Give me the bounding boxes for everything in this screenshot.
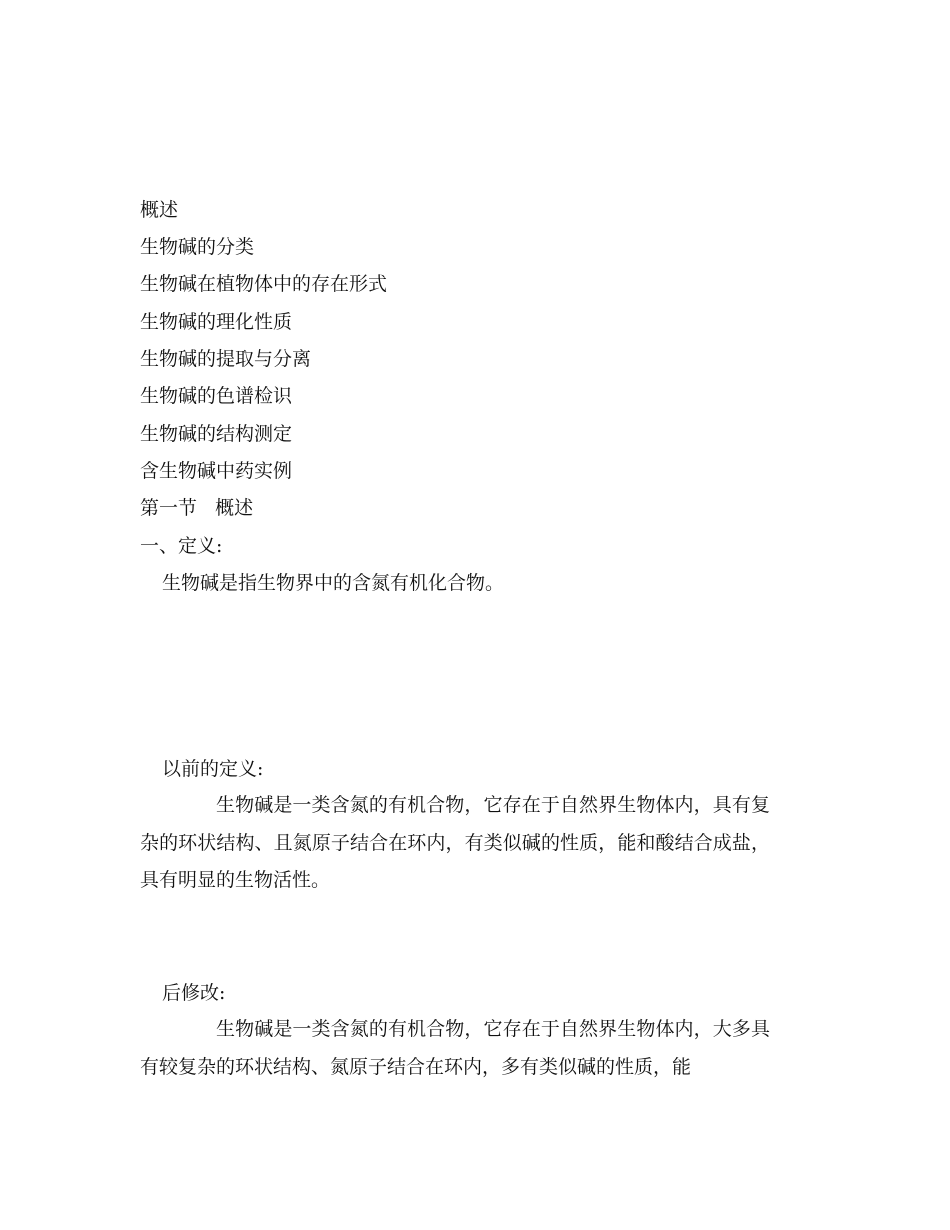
revised-definition-label: 后修改: — [162, 982, 226, 1004]
definition-text: 生物碱是指生物界中的含氮有机化合物。 — [162, 572, 505, 594]
toc-item-chromatography: 生物碱的色谱检识 — [140, 385, 293, 407]
toc-item-existence-form: 生物碱在植物体中的存在形式 — [140, 273, 388, 295]
toc-item-classification: 生物碱的分类 — [140, 236, 255, 258]
old-definition-paragraph: 生物碱是一类含氮的有机合物，它存在于自然界生物体内，具有复杂的环状结构、且氮原子结合在环内，有类似碱的性质，能和酸结合成盐，具有明显的生物活性。 — [140, 794, 770, 891]
section-heading: 第一节 概述 — [140, 497, 254, 519]
toc-item-properties: 生物碱的理化性质 — [140, 311, 293, 333]
definition-subheading: 一、定义: — [140, 535, 223, 557]
revised-definition-paragraph: 生物碱是一类含氮的有机合物，它存在于自然界生物体内，大多具有较复杂的环状结构、氮原子结合在环内，多有类似碱的性质，能 — [140, 1018, 770, 1078]
old-definition-label: 以前的定义: — [162, 758, 264, 780]
toc-item-overview: 概述 — [140, 199, 179, 221]
toc-item-examples: 含生物碱中药实例 — [140, 460, 293, 482]
toc-item-structure: 生物碱的结构测定 — [140, 423, 293, 445]
toc-item-extraction: 生物碱的提取与分离 — [140, 348, 312, 370]
